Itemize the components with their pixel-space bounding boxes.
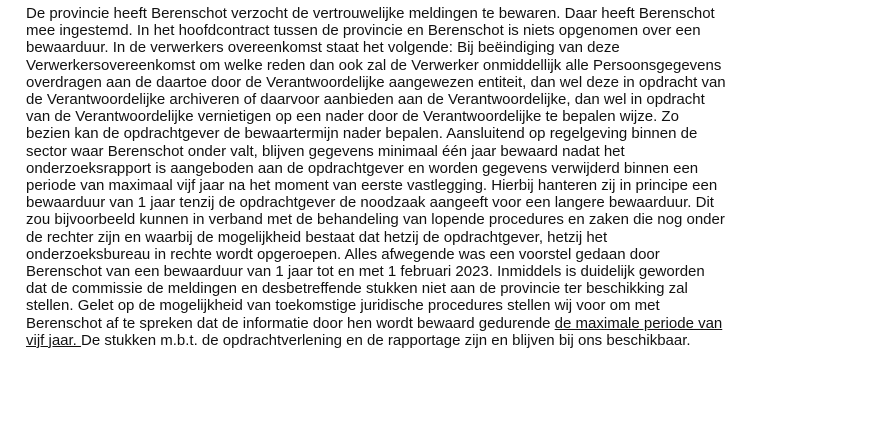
- text-line-11: periode van maximaal vijf jaar na het moment van eerste vastlegging. Hierbij hanteren zij in principe een: [26, 177, 718, 195]
- text-line-8: bezien kan de opdrachtgever de bewaartermijn nader bepalen. Aansluitend op regelgeving binnen de: [26, 125, 698, 143]
- text-line-15: onderzoeksbureau in rechte wordt opgeroepen. Alles afwegende was een voorstel gedaan door: [26, 245, 660, 263]
- text-line-19: [26, 315, 871, 332]
- text-line-4: Verwerkersovereenkomst om welke reden dan ook zal de Verwerker onmiddellijk alle Persoonsgegevens: [26, 56, 722, 74]
- text-line-16: Berenschot van een bewaarduur van 1 jaar tot en met 1 februari 2023. Inmiddels is duidelijk geworden: [26, 263, 705, 281]
- text-line-17: dat de commissie de meldingen en desbetreffende stukken niet aan de provincie ter beschikking zal: [26, 280, 688, 298]
- text-line-9: sector waar Berenschot onder valt, blijven gegevens minimaal één jaar bewaard nadat het: [26, 142, 625, 160]
- text-line-20: [26, 332, 871, 349]
- text-line-10: onderzoeksrapport is aangeboden aan de opdrachtgever en worden gegevens verwijderd binnen een: [26, 159, 699, 177]
- text-line-12: bewaarduur van 1 jaar tenzij de opdrachtgever de noodzaak aangeeft voor een langere bewaarduur. Dit: [26, 194, 714, 212]
- text-line-5: overdragen aan de daartoe door de Verantwoordelijke aangewezen entiteit, dan wel deze in opdracht van: [26, 73, 726, 91]
- underlined-phrase-part-1: de maximale periode van: [554, 314, 723, 332]
- text-line-14: de rechter zijn en waarbij de mogelijkheid bestaat dat hetzij de opdrachtgever, hetzij het: [26, 228, 608, 246]
- text-line-13: zou bijvoorbeeld kunnen in verband met de behandeling van lopende procedures en zaken die nog onder: [26, 211, 725, 229]
- text-line-3: bewaarduur. In de verwerkers overeenkomst staat het volgende: Bij beëindiging van deze: [26, 39, 620, 57]
- text-line-7: van de Verantwoordelijke vernietigen op een nader door de Verantwoordelijke te bepalen wijze. Zo: [26, 108, 679, 126]
- text-line-18: stellen. Gelet op de mogelijkheid van toekomstige juridische procedures stellen wij voor om met: [26, 297, 660, 315]
- underlined-phrase-part-2: vijf jaar.: [26, 331, 82, 349]
- document-body: [26, 5, 871, 349]
- text-line-19-plain: Berenschot af te spreken dat de informatie door hen wordt bewaard gedurende: [26, 314, 555, 332]
- text-line-20-plain: De stukken m.b.t. de opdrachtverlening en de rapportage zijn en blijven bij ons beschikbaar.: [81, 331, 691, 349]
- text-line-6: de Verantwoordelijke archiveren of daarvoor aanbieden aan de Verantwoordelijke, dan wel in opdracht: [26, 91, 705, 109]
- text-line-2: mee ingestemd. In het hoofdcontract tussen de provincie en Berenschot is niets opgenomen over een: [26, 22, 701, 40]
- text-line-1: De provincie heeft Berenschot verzocht de vertrouwelijke meldingen te bewaren. Daar heeft Berenschot: [26, 5, 715, 22]
